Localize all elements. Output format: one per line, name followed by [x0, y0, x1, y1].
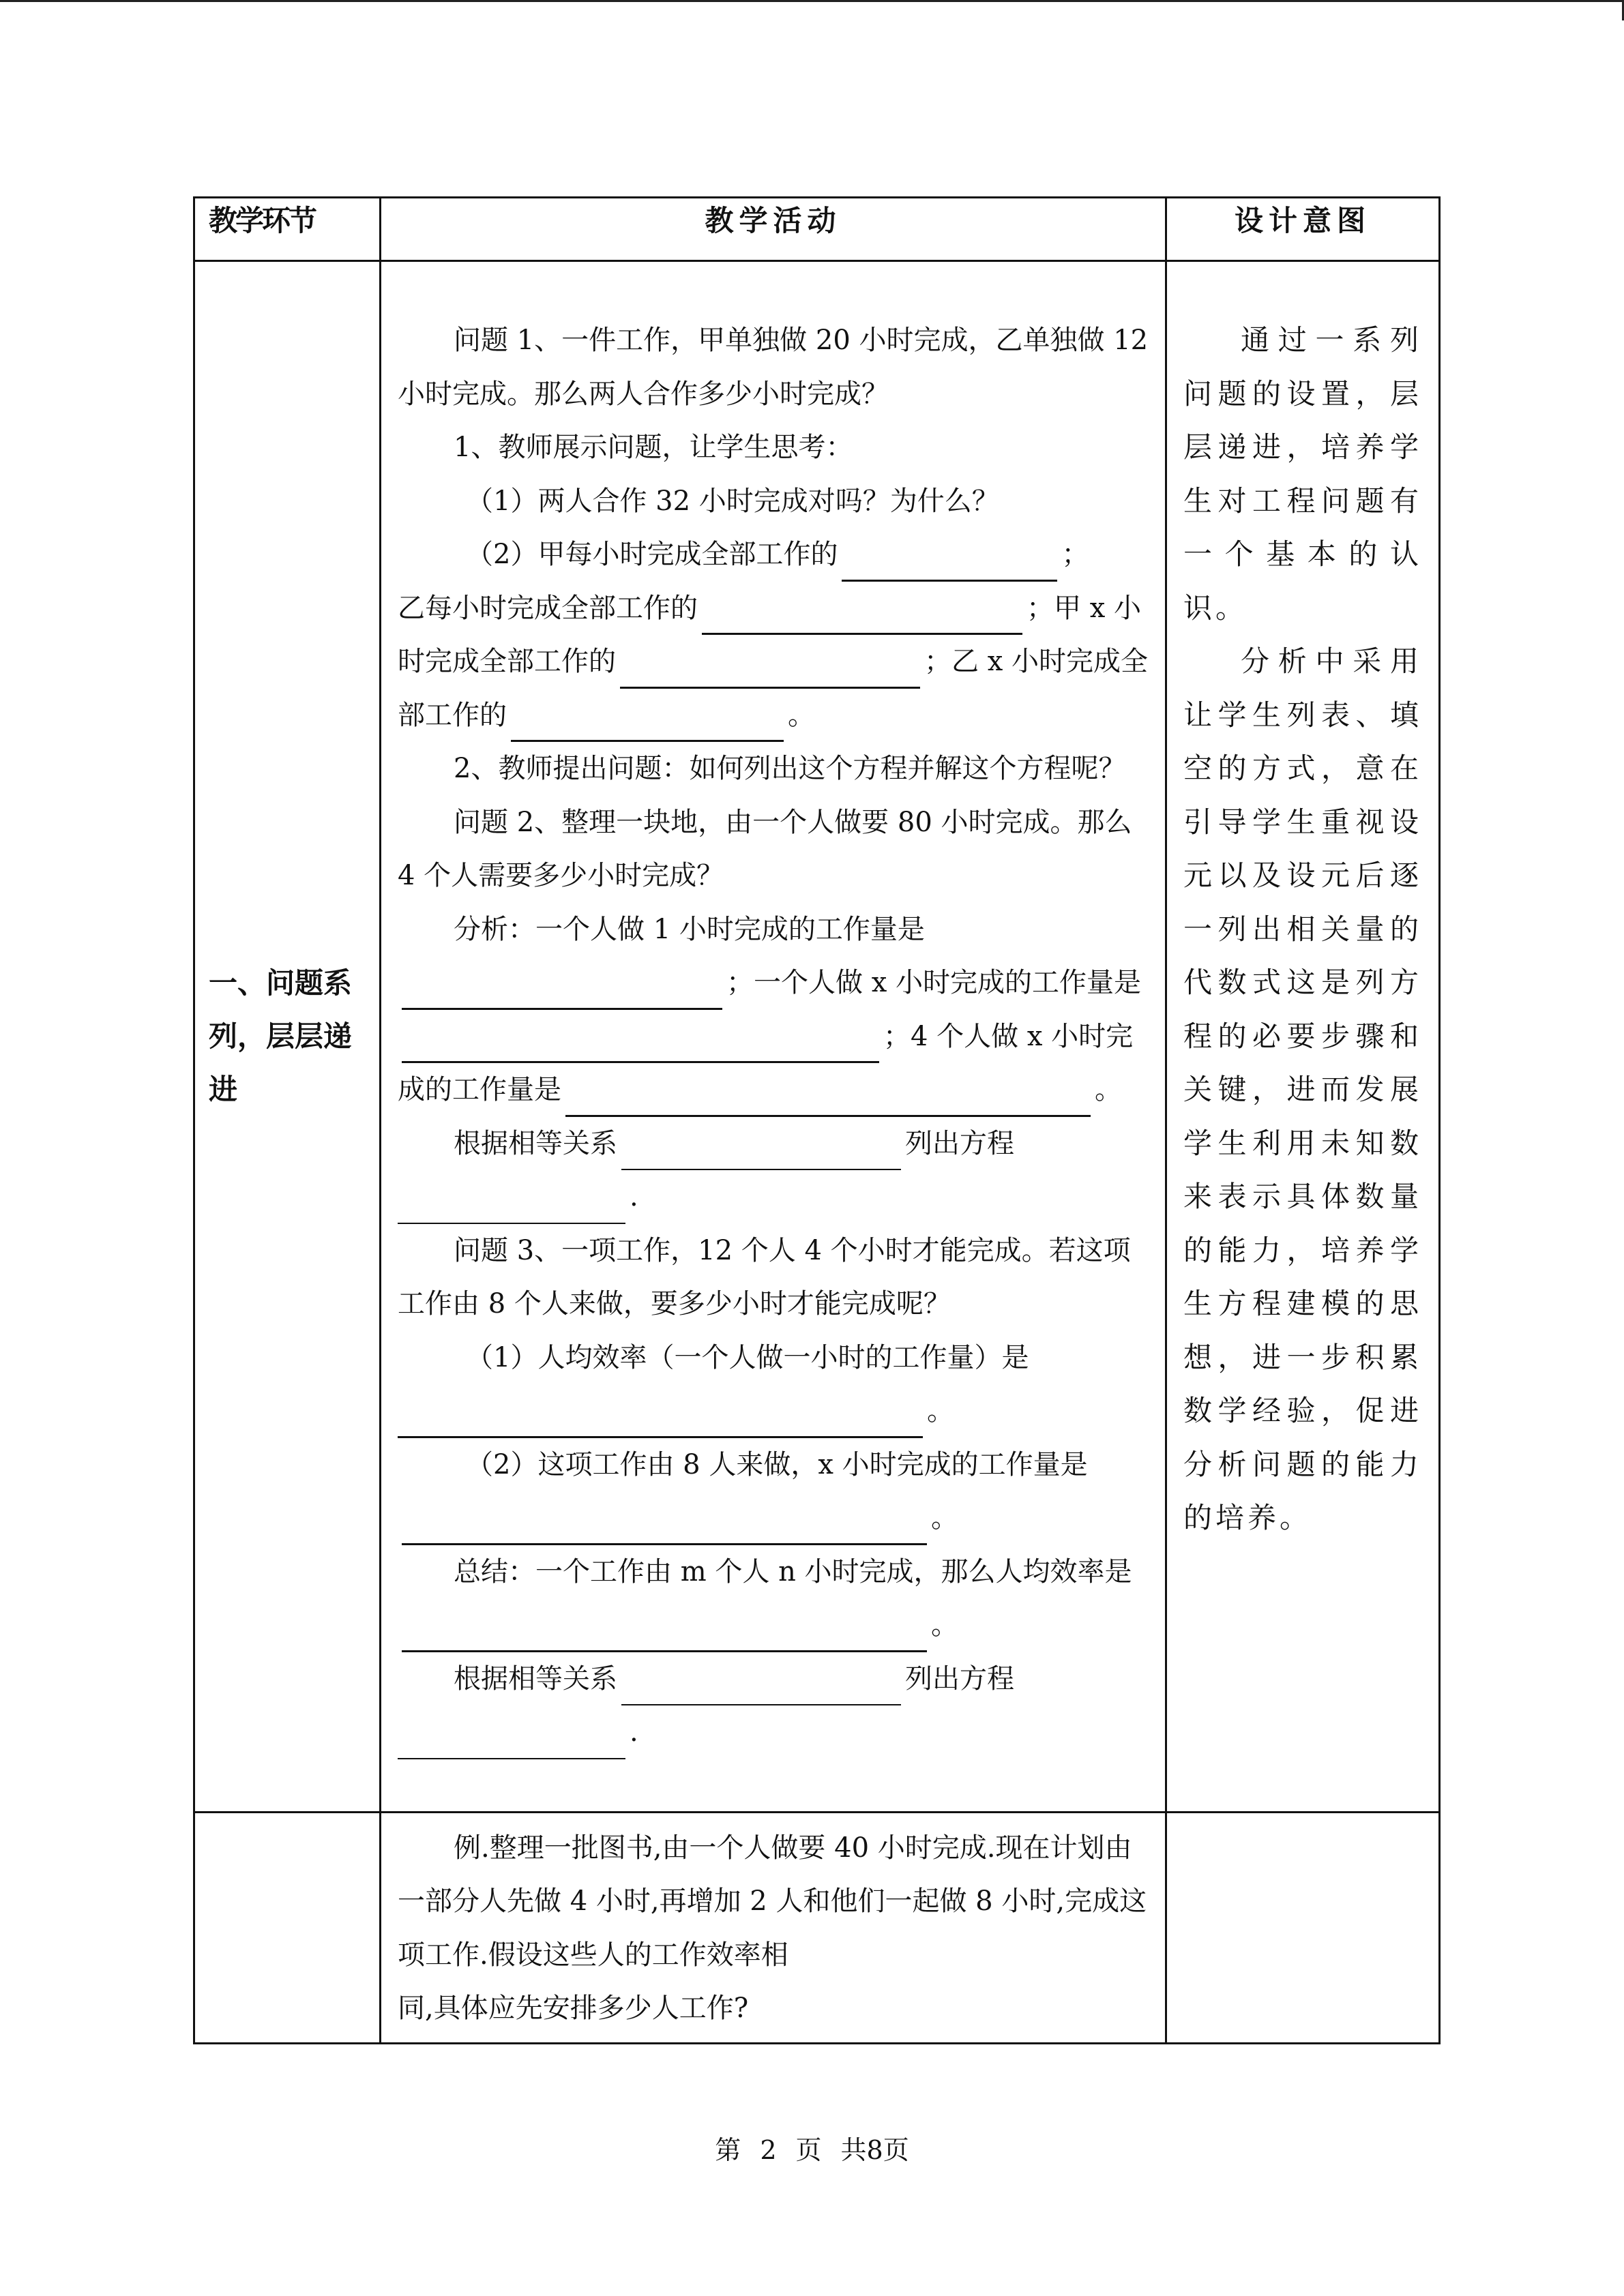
intent-paragraph-1: 通过一系列问题的设置，层层递进，培养学生对工程问题有一个基本的认识。 [1183, 323, 1422, 625]
footer-page-word: 页 [795, 2135, 822, 2165]
table-row-example [194, 1812, 1440, 2043]
fill-blank[interactable] [398, 1398, 923, 1438]
fill-blank[interactable] [620, 648, 920, 689]
fill-blank[interactable] [402, 1612, 927, 1652]
analysis-2: 分析：一个人做 1 小时完成的工作量是；一个人做 x 小时完成的工作量是；4 个人做 x 小时完成的工作量是 。 [398, 903, 1155, 1117]
fill-blank[interactable] [398, 1720, 625, 1759]
stage-label: 一、问题系列，层层递进 [194, 261, 381, 1813]
table-header-row [194, 198, 1440, 261]
problem-3: 问题 3、一项工作，12 个人 4 个小时才能完成。若这项工作由 8 个人来做，要多少小时才能完成呢？ [398, 1234, 1131, 1320]
step-2: 2、教师提出问题：如何列出这个方程并解这个方程呢？ [454, 753, 1126, 784]
footer-prefix: 第 [715, 2135, 741, 2165]
page-footer [0, 2129, 1624, 2166]
activity-cell [381, 261, 1166, 1813]
summary: 总结：一个工作由 m 个人 n 小时完成，那么人均效率是。 [398, 1545, 1155, 1652]
answer-3-1: 。 [398, 1384, 1155, 1438]
problem-1: 问题 1、一件工作，甲单独做 20 小时完成，乙单独做 12 小时完成。那么两人合作多少小时完成？ [398, 325, 1149, 410]
question-2: （2）甲每小时完成全部工作的 ； [398, 528, 1155, 582]
fill-blank[interactable] [565, 1077, 1091, 1117]
fill-blank[interactable] [402, 1505, 927, 1545]
top-border-line [0, 0, 1624, 2]
example-text: 例.整理一批图书,由一个人做要 40 小时完成.现在计划由一部分人先做 4 小时,再增加 2 人和他们一起做 8 小时,完成这项工作.假设这些人的工作效率相 [398, 1832, 1147, 1971]
fill-blank[interactable] [511, 702, 784, 742]
equation-line-3: 根据相等关系 列出方程 [398, 1652, 1155, 1706]
example-cell [381, 1812, 1166, 2043]
question-3-1: （1）人均效率（一个人做一小时的工作量）是 [466, 1341, 1029, 1373]
stage-empty [194, 1812, 381, 2043]
step-1: 1、教师展示问题，让学生思考： [454, 432, 853, 463]
fill-blank[interactable] [621, 1131, 901, 1170]
intent-empty [1166, 1812, 1440, 2043]
intent-cell [1166, 261, 1440, 1813]
fill-blank[interactable] [702, 595, 1022, 635]
lesson-plan-table [193, 196, 1441, 2044]
problem-2: 问题 2、整理一块地，由一个人做要 80 小时完成。那么 4 个人需要多少小时完成？ [398, 806, 1132, 891]
footer-total: 共8页 [840, 2135, 909, 2165]
question-1: （1）两人合作 32 小时完成对吗？为什么？ [466, 485, 999, 517]
table-row-problems [194, 261, 1440, 1813]
equation-line-2: 根据相等关系 列出方程 [398, 1117, 1155, 1171]
fill-blank[interactable] [621, 1666, 901, 1705]
footer-page-number: 2 [760, 2135, 777, 2165]
fill-blank[interactable] [402, 1023, 879, 1063]
header-teaching-stage: 教学环节 [194, 198, 381, 261]
example-text-cont: 同,具体应先安排多少人工作? [398, 1993, 749, 2024]
equation-blank-2: . [398, 1170, 1155, 1224]
fill-blank[interactable] [398, 1184, 625, 1224]
question-2-cont: 乙每小时完成全部工作的 ；甲 x 小时完成全部工作的 ；乙 x 小时完成全部工作的 。 [398, 582, 1155, 743]
fill-blank[interactable] [402, 970, 722, 1010]
intent-paragraph-2: 分析中采用让学生列表、填空的方式，意在引导学生重视设元以及设元后逐一列出相关量的代数式这是列方程的必要步骤和关键，进而发展学生利用未知数来表示具体数量的能力，培养学生方程建模的思想，进一步积累数学经验，促进分析问题的能力的培养。 [1183, 644, 1422, 1534]
equation-blank-3: . [398, 1705, 1155, 1759]
fill-blank[interactable] [842, 541, 1057, 582]
header-design-intent: 设计意图 [1166, 198, 1440, 261]
question-3-2: （2）这项工作由 8 人来做，x 小时完成的工作量是。 [398, 1438, 1155, 1545]
header-teaching-activity: 教学活动 [381, 198, 1166, 261]
